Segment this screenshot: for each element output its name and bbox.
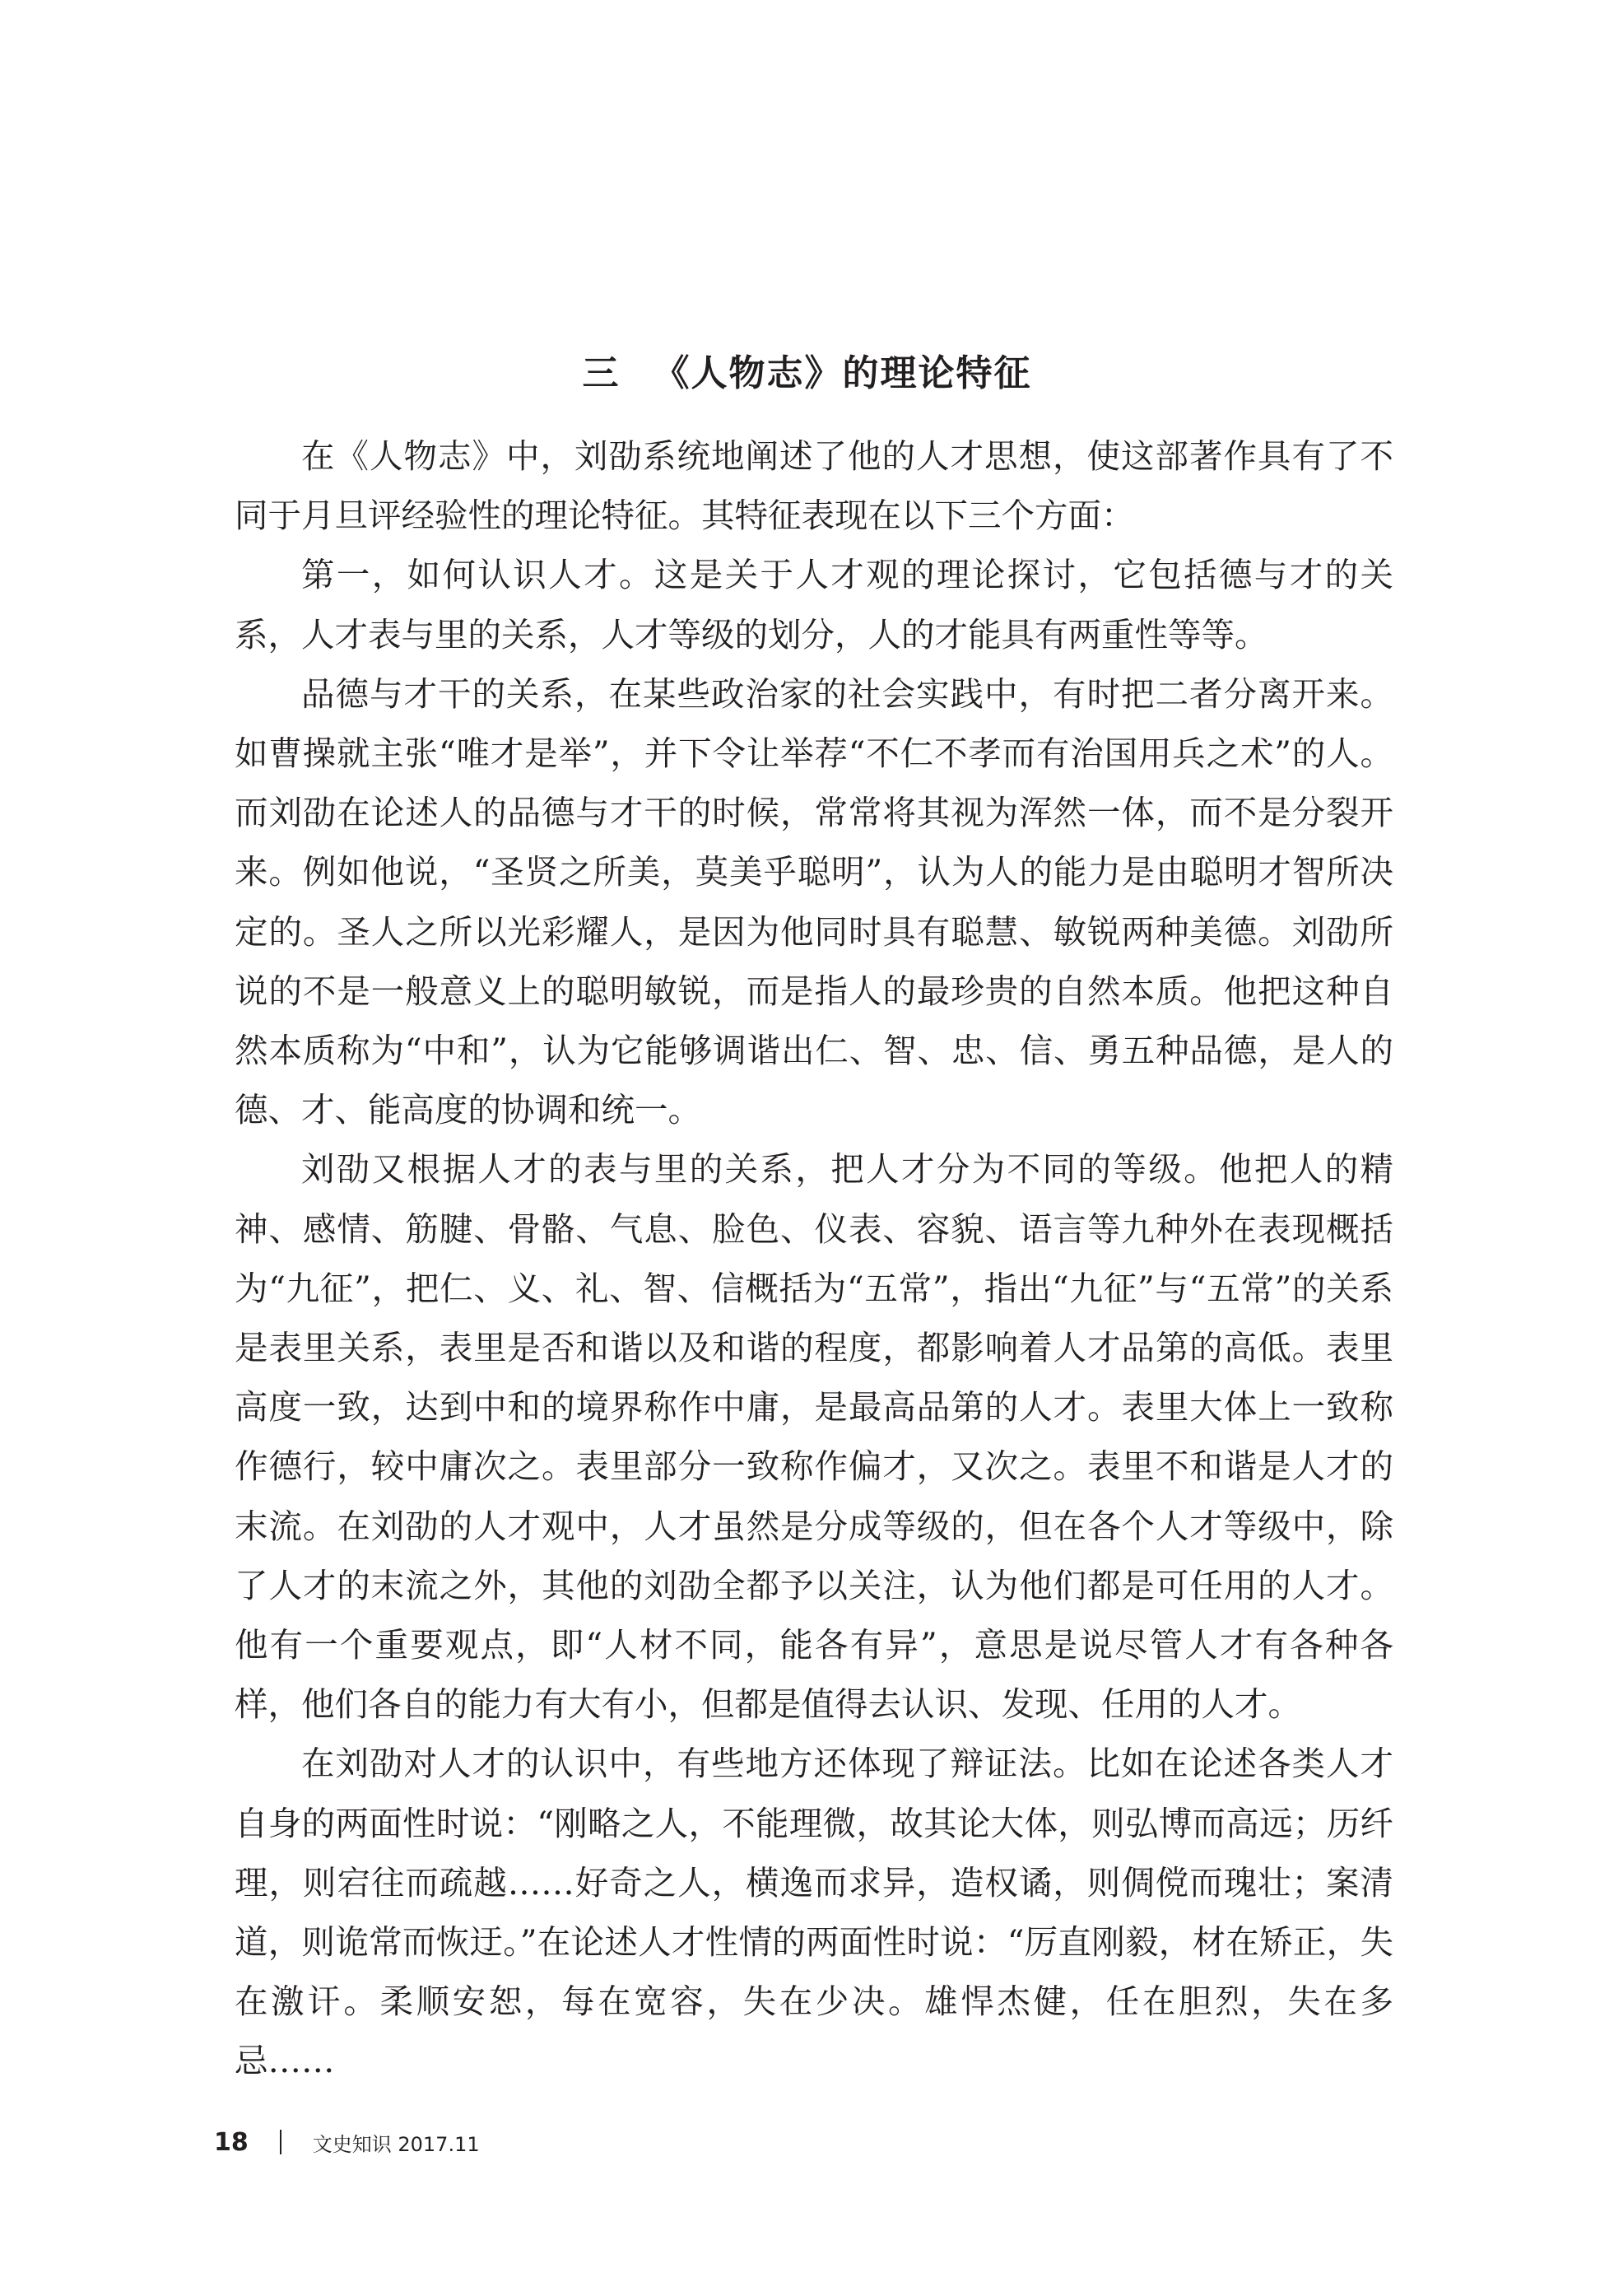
page-footer xyxy=(214,2126,480,2159)
paragraph-1: 在《人物志》中，刘劭系统地阐述了他的人才思想，使这部著作具有了不同于月旦评经验性的理论特征。其特征表现在以下三个方面： xyxy=(235,436,1393,536)
paragraph-4: 刘劭又根据人才的表与里的关系，把人才分为不同的等级。他把人的精神、感情、筋腱、骨骼、气息、脸色、仪表、容貌、语言等九种外在表现概括为“九征”，把仁、义、礼、智、信概括为“五常”，指出“九征”与“五常”的关系是表里关系，表里是否和谐以及和谐的程度，都影响着人才品第的高低。表里高度一致，达到中和的境界称作中庸，是最高品第的人才。表里大体上一致称作德行，较中庸次之。表里部分一致称作偏才，又次之。表里不和谐是人才的末流。在刘劭的人才观中，人才虽然是分成等级的，但在各个人才等级中，除了人才的末流之外，其他的刘劭全都予以关注，认为他们都是可任用的人才。他有一个重要观点，即“人材不同，能各有异”，意思是说尽管人才有各种各样，他们各自的能力有大有小，但都是值得去认识、发现、任用的人才。 xyxy=(235,1149,1393,1725)
journal-issue: 文史知识 2017.11 xyxy=(312,2132,480,2156)
paragraph-2: 第一，如何认识人才。这是关于人才观的理论探讨，它包括德与才的关系，人才表与里的关系，人才等级的划分，人的才能具有两重性等等。 xyxy=(235,555,1393,654)
paragraph-5: 在刘劭对人才的认识中，有些地方还体现了辩证法。比如在论述各类人才自身的两面性时说：“刚略之人，不能理微，故其论大体，则弘博而高远；历纤理，则宕往而疏越……好奇之人，横逸而求异，造权谲，则倜傥而瑰壮；案清道，则诡常而恢迂。”在论述人才性情的两面性时说：“厉直刚毅，材在矫正，失在激讦。柔顺安恕，每在宽容，失在少决。雄悍杰健，任在胆烈，失在多忌…… xyxy=(235,1744,1393,2081)
section-title: 《人物志》的理论特征 xyxy=(653,352,1032,394)
section-number: 三 xyxy=(582,352,621,394)
paragraph-3: 品德与才干的关系，在某些政治家的社会实践中，有时把二者分离开来。如曹操就主张“唯才是举”，并下令让举荐“不仁不孝而有治国用兵之术”的人。而刘劭在论述人的品德与才干的时候，常常将其视为浑然一体，而不是分裂开来。例如他说，“圣贤之所美，莫美乎聪明”，认为人的能力是由聪明才智所决定的。圣人之所以光彩耀人，是因为他同时具有聪慧、敏锐两种美德。刘劭所说的不是一般意义上的聪明敏锐，而是指人的最珍贵的自然本质。他把这种自然本质称为“中和”，认为它能够调谐出仁、智、忠、信、勇五种品德，是人的德、才、能高度的协调和统一。 xyxy=(235,673,1393,1130)
article-body xyxy=(235,426,1393,2091)
section-heading xyxy=(0,343,1614,396)
footer-divider xyxy=(280,2130,281,2154)
page-number: 18 xyxy=(214,2127,249,2157)
